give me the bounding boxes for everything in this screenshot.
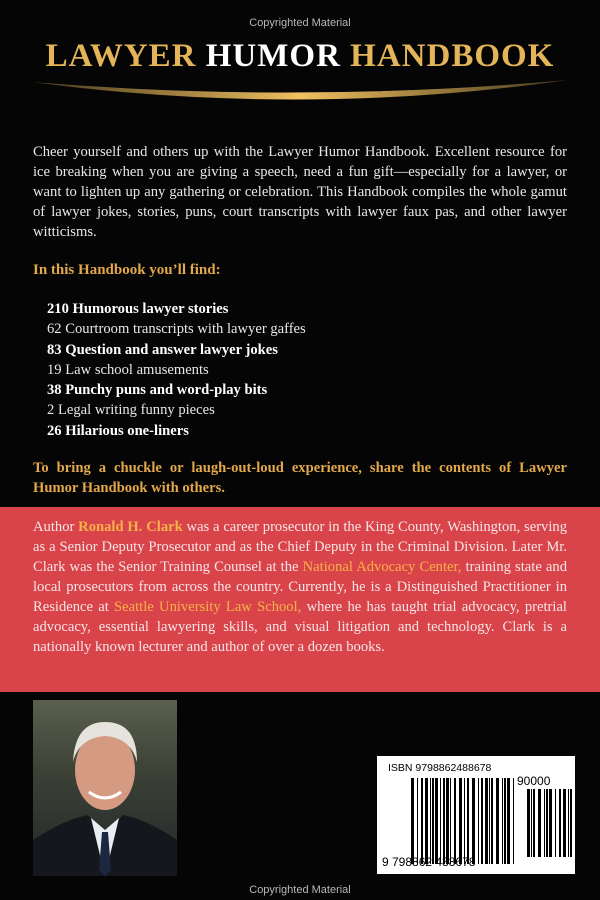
barcode-bar: [425, 778, 428, 864]
barcode-bar: [544, 789, 545, 857]
list-item: 62 Courtroom transcripts with lawyer gaffes: [47, 321, 306, 338]
barcode-bar: [472, 778, 475, 864]
barcode-bar: [502, 778, 503, 864]
barcode-bar: [504, 778, 506, 864]
barcode-bar: [568, 789, 569, 857]
watermark-top: Copyrighted Material: [249, 17, 351, 29]
barcode-bar: [464, 778, 465, 864]
barcode-bar: [450, 778, 451, 864]
barcode-bar: [559, 789, 561, 857]
barcode-bar: [446, 778, 449, 864]
author-portrait-icon: [33, 700, 177, 876]
barcode-bar: [411, 778, 414, 864]
list-item: 83 Question and answer lawyer jokes: [47, 341, 278, 358]
isbn-barcode: [377, 756, 575, 874]
barcode-bar: [507, 778, 510, 864]
find-heading: In this Handbook you’ll find:: [33, 262, 221, 278]
barcode-bar: [531, 789, 532, 857]
barcode-bar: [459, 778, 462, 864]
org-seattle-university: Seattle University Law School,: [114, 599, 302, 615]
author-name: Ronald H. Clark: [78, 519, 183, 535]
title-part-3: HANDBOOK: [340, 38, 555, 74]
barcode-bar: [421, 778, 423, 864]
barcode-bar: [491, 778, 493, 864]
barcode-bar: [538, 789, 541, 857]
bio-text: training state and local prosecutors from across the country. Currently, he is a Distinguished Practitioner in Residence at: [33, 559, 567, 615]
barcode-bar: [481, 778, 483, 864]
bio-text: where he has taught trial advocacy, pretrial advocacy, essential lawyering skills, and visual litigation and technology. Clark is a nationally known lecturer and author of over a dozen books.: [33, 599, 567, 655]
barcode-bar: [563, 789, 566, 857]
title-part-1: LAWYER: [45, 38, 206, 74]
isbn-text: ISBN 9798862488678: [388, 762, 492, 774]
list-item: 38 Punchy puns and word-play bits: [47, 382, 268, 399]
watermark-bottom: Copyrighted Material: [249, 884, 351, 896]
barcode-bar: [478, 778, 479, 864]
author-bio: [33, 517, 567, 657]
list-item: 19 Law school amusements: [47, 361, 209, 378]
barcode-digits: 9 798862 488678: [382, 855, 476, 869]
list-item: 2 Legal writing funny pieces: [47, 402, 215, 419]
barcode-bar: [546, 789, 548, 857]
barcode-bar: [432, 778, 434, 864]
list-item: 26 Hilarious one-liners: [47, 422, 189, 439]
gold-swoosh: [30, 78, 570, 110]
closing-paragraph: To bring a chuckle or laugh-out-loud experience, share the contents of Lawyer Humor Handbook with others.: [33, 460, 567, 496]
book-title: [0, 38, 600, 75]
barcode-bar: [513, 778, 514, 864]
barcode-bar: [555, 789, 556, 857]
list-item: 210 Humorous lawyer stories: [47, 301, 229, 317]
barcode-bar: [435, 778, 438, 864]
barcode-bar: [440, 778, 441, 864]
barcode-bar: [570, 789, 572, 857]
org-national-advocacy-center: National Advocacy Center,: [302, 559, 462, 575]
barcode-bar: [527, 789, 530, 857]
barcode-bar: [467, 778, 469, 864]
bio-text: was a career prosecutor in the King County, Washington, serving as a Senior Deputy Prosecutor and as the Chief Deputy in the Criminal Division. Later Mr. Clark was the Senior Training Counsel at the: [33, 519, 568, 575]
barcode-bar: [430, 778, 431, 864]
barcode-bar: [496, 778, 499, 864]
barcode-bar: [454, 778, 456, 864]
author-photo: [33, 700, 177, 876]
bio-text: Author: [33, 519, 79, 535]
barcode-bar: [417, 778, 418, 864]
contents-list: [47, 299, 306, 441]
price-code: 90000: [517, 774, 551, 788]
barcode-bar: [533, 789, 535, 857]
title-part-2: HUMOR: [205, 38, 341, 74]
intro-paragraph: Cheer yourself and others up with the Lawyer Humor Handbook. Excellent resource for ice breaking when you are giving a speech, need a fun gift—especially for a lawyer, or want to lighten up any gathering or celebration. This Handbook compiles the whole gamut of lawyer jokes, stories, puns, court transcripts with lawyer faux pas, and other lawyer witticisms.: [33, 144, 567, 240]
barcode-bar: [549, 789, 552, 857]
barcode-bar: [489, 778, 490, 864]
barcode-bar: [443, 778, 445, 864]
barcode-bar: [485, 778, 488, 864]
